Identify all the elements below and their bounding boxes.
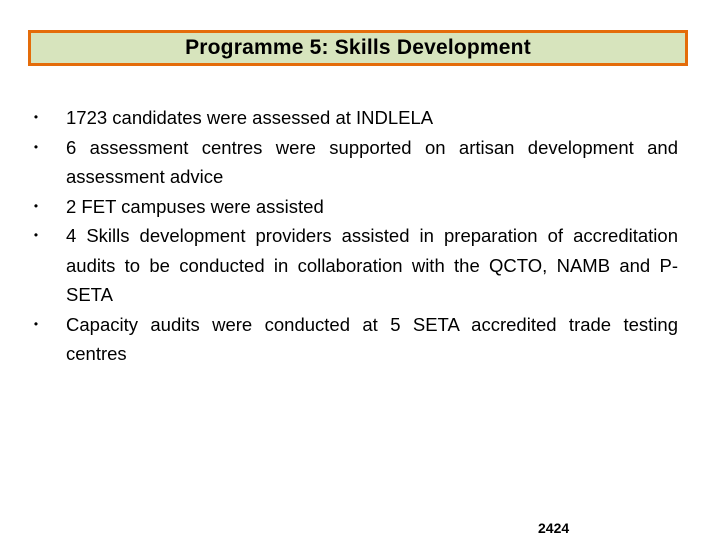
bullet-marker: • (33, 139, 39, 154)
bullet-marker: • (33, 228, 39, 242)
bullet-item (0, 221, 678, 310)
page-number: 2424 (538, 520, 570, 536)
slide-title: Programme 5: Skills Development (185, 36, 531, 59)
bullet-text: Capacity audits were conducted at 5 SETA accredited trade testing centres (66, 313, 678, 364)
bullet-item (0, 133, 678, 192)
bullet-marker: • (33, 316, 39, 331)
bullet-item (0, 310, 678, 369)
bullet-marker: • (33, 110, 39, 124)
bullet-text: 4 Skills development providers assisted in preparation of accreditation audits to be conducted in collaboration with the QCTO, NAMB and P-SETA (66, 225, 678, 305)
title-banner (28, 30, 688, 66)
bullet-marker: • (33, 198, 39, 213)
bullet-text: 1723 candidates were assessed at INDLELA (66, 107, 434, 128)
bullet-item (0, 103, 678, 133)
bullet-item (0, 192, 678, 222)
bullet-text: 6 assessment centres were supported on artisan development and assessment advice (66, 136, 678, 187)
bullet-text: 2 FET campuses were assisted (66, 195, 324, 217)
bullet-list (0, 103, 720, 369)
